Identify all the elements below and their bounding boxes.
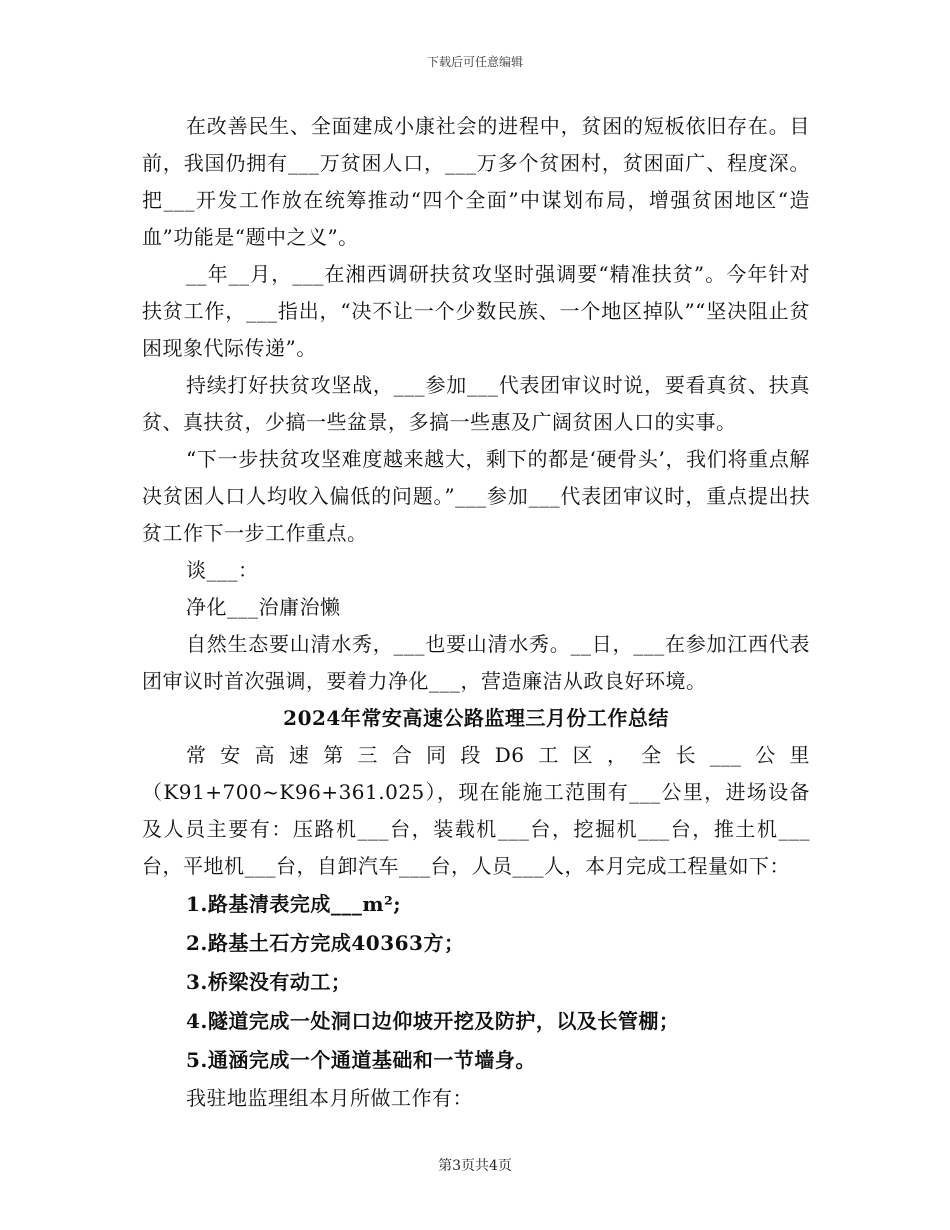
list-item: 1.路基清表完成___m²; [186,892,402,916]
list-item: 5.通涵完成一个通道基础和一节墙身。 [186,1048,536,1072]
section-closing: 我驻地监理组本月所做工作有： [186,1086,473,1110]
section-intro: 常安高速第三合同段D6工区，全长___公里（K91+700~K96+361.025），现在能施工范围有___公里，进场设备及人员主要有：压路机___台，装载机___台，挖掘机___台，推土机___台，平地机___台，自卸汽车___台，人员___人，本月完成工程量如下： [142,743,810,878]
page-header: 下载后可任意编辑 [426,55,523,69]
paragraph-4: “下一步扶贫攻坚难度越来越大，剩下的都是‘硬骨头’，我们将重点解决贫困人口人均收入偏低的问题。”___参加___代表团审议时，重点提出扶贫工作下一步工作重点。 [142,447,810,545]
list-item: 4.隧道完成一处洞口边仰坡开挖及防护，以及长管棚； [186,1009,680,1033]
paragraph-5: 谈___： [186,558,259,582]
paragraph-2: __年__月，___在湘西调研扶贫攻坚时强调要“精准扶贫”。今年针对扶贫工作，___指出，“决不让一个少数民族、一个地区掉队”“坚决阻止贫困现象代际传递”。 [142,262,810,360]
paragraph-7: 自然生态要山清水秀，___也要山清水秀。__日，___在参加江西代表团审议时首次强调，要着力净化___，营造廉洁从政良好环境。 [142,632,810,693]
list-item: 3.桥梁没有动工； [186,970,352,994]
paragraph-1: 在改善民生、全面建成小康社会的进程中，贫困的短板依旧存在。目前，我国仍拥有___万贫困人口，___万多个贫困村，贫困面广、程度深。把___开发工作放在统筹推动“四个全面”中谋划布局，增强贫困地区“造血”功能是“题中之义”。 [142,114,810,249]
section-title: 2024年常安高速公路监理三月份工作总结 [283,706,669,730]
document-body [142,108,810,1117]
page-footer: 第3页共4页 [438,1158,512,1174]
paragraph-3: 持续打好扶贫攻坚战，___参加___代表团审议时说，要看真贫、扶真贫、真扶贫，少搞一些盆景，多搞一些惠及广阔贫困人口的实事。 [142,373,810,434]
list-item: 2.路基土石方完成40363方； [186,931,465,955]
paragraph-6: 净化___治庸治懒 [186,595,341,619]
